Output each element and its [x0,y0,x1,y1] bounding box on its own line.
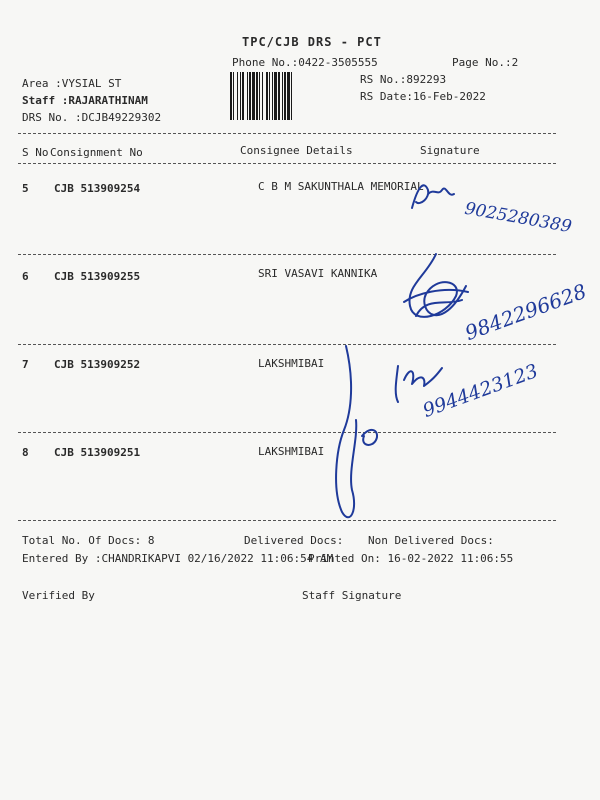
non-delivered-docs: Non Delivered Docs: [368,534,494,547]
row-consignee: LAKSHMIBAI [258,357,325,370]
row-divider [18,432,556,433]
row-sno: 6 [22,270,29,283]
verified-by-label: Verified By [22,589,95,602]
printed-on: Printed On: 16-02-2022 11:06:55 [308,552,514,565]
signature-row-5 [408,176,458,216]
row-sno: 8 [22,446,29,459]
handwritten-phone-row-7: 9944423123 [419,359,542,423]
row-sno: 7 [22,358,29,371]
row-divider [18,344,556,345]
divider [18,163,556,164]
handwritten-phone-row-6: 9842296628 [461,278,590,346]
page-number: Page No.:2 [452,56,519,69]
rs-date: RS Date:16-Feb-2022 [360,90,486,103]
column-header-signature: Signature [420,144,480,157]
row-consignee: SRI VASAVI KANNIKA [258,267,378,280]
column-header-consignee: Consignee Details [240,144,353,157]
row-consignee: C B M SAKUNTHALA MEMORIAL [258,180,424,193]
column-header-sno: S No [22,146,49,159]
total-docs: Total No. Of Docs: 8 [22,534,155,547]
row-consignment-no: CJB 513909252 [54,358,141,371]
row-consignment-no: CJB 513909254 [54,182,141,195]
phone-number: Phone No.:0422-3505555 [232,56,378,69]
row-consignment-no: CJB 513909255 [54,270,141,283]
row-sno: 5 [22,182,29,195]
row-consignee: LAKSHMIBAI [258,445,325,458]
handwritten-phone-row-5: 9025280389 [463,198,574,238]
staff-signature-label: Staff Signature [302,589,402,602]
delivered-docs: Delivered Docs: [244,534,344,547]
area-label: Area :VYSIAL ST [22,77,122,90]
signature-row-8 [328,340,388,530]
barcode [230,72,350,120]
staff-label: Staff :RAJARATHINAM [22,94,148,107]
row-consignment-no: CJB 513909251 [54,446,141,459]
entered-by: Entered By :CHANDRIKAPVI 02/16/2022 11:06:54 AM [22,552,334,565]
rs-number: RS No.:892293 [360,73,447,86]
document-title: TPC/CJB DRS - PCT [242,35,382,49]
column-header-consignment: Consignment No [50,146,143,159]
row-divider [18,520,556,521]
divider [18,133,556,134]
drs-number: DRS No. :DCJB49229302 [22,111,162,124]
